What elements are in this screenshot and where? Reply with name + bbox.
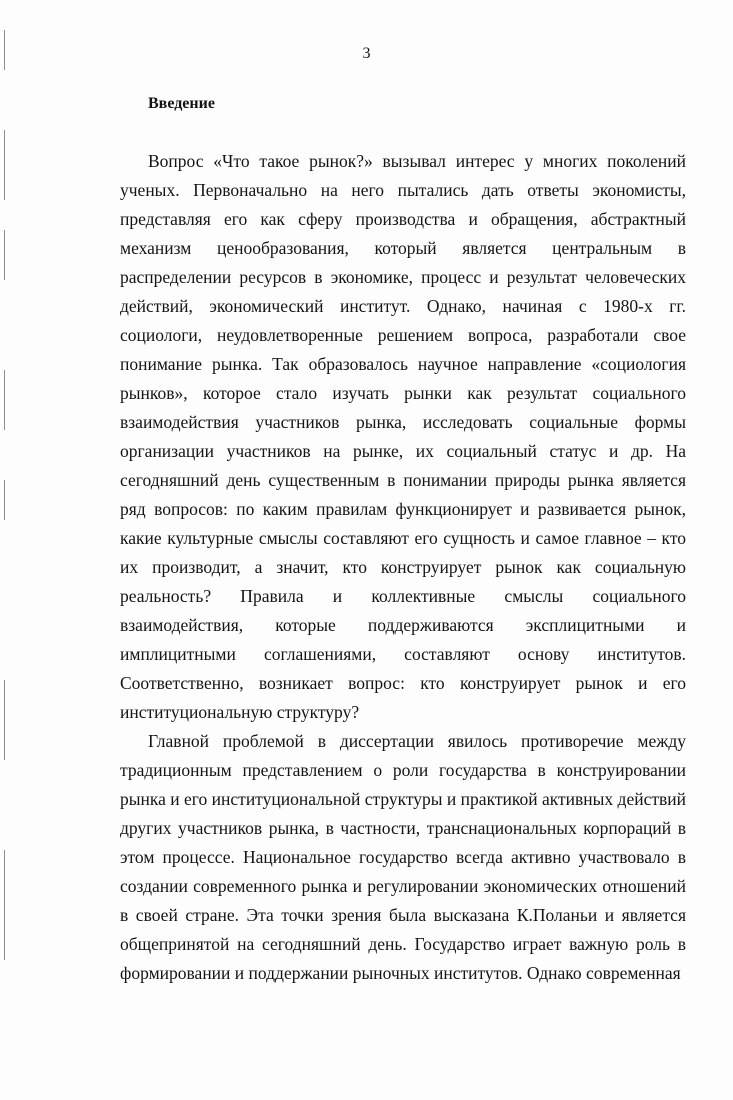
paragraph-2: Главной проблемой в диссертации явилось противоречие между традиционным представлением о роли государства в конструировании рынка и его институциональной структуры и практикой активных действий других участников рынка, в частности, транснациональных корпораций в этом процессе. Национальное государство всегда активно участвовало в создании современного рынка и регулировании экономических отношений в своей стране. Эта точки зрения была высказана К.Поланьи и является общепринятой на сегодняшний день. Государство играет важную роль в формировании и поддержании рыночных институтов. Однако современная [120, 731, 686, 983]
scan-edge-marks [0, 0, 12, 1000]
paragraph-1: Вопрос «Что такое рынок?» вызывал интерес у многих поколений ученых. Первоначально на него пытались дать ответы экономисты, представляя его как сферу производства и обращения, абстрактный механизм ценообразования, который является центральным в распределении ресурсов в экономике, процесс и результат человеческих действий, экономический институт. Однако, начиная с 1980-х гг. социологи, неудовлетворенные решением вопроса, разработали свое понимание рынка. Так образовалось научное направление «социология рынков», которое стало изучать рынки как результат социального взаимодействия участников рынка, исследовать социальные формы организации участников на рынке, их социальный статус и др. На сегодняшний день существенным в понимании природы рынка является ряд вопросов: по каким правилам функционирует и развивается рынок, какие культурные смыслы составляют его сущность и самое главное – кто их производит, а значит, кто конструирует рынок как социальную реальность? Правила и коллективные смыслы социального взаимодействия, которые поддерживаются эксплицитными и имплицитными соглашениями, составляют основу институтов. Соответственно, возникает вопрос: кто конструирует рынок и его институциональную структуру? [120, 151, 686, 722]
page-number: 3 [362, 45, 371, 62]
section-heading: Введение [148, 95, 215, 112]
body-text [120, 147, 686, 988]
